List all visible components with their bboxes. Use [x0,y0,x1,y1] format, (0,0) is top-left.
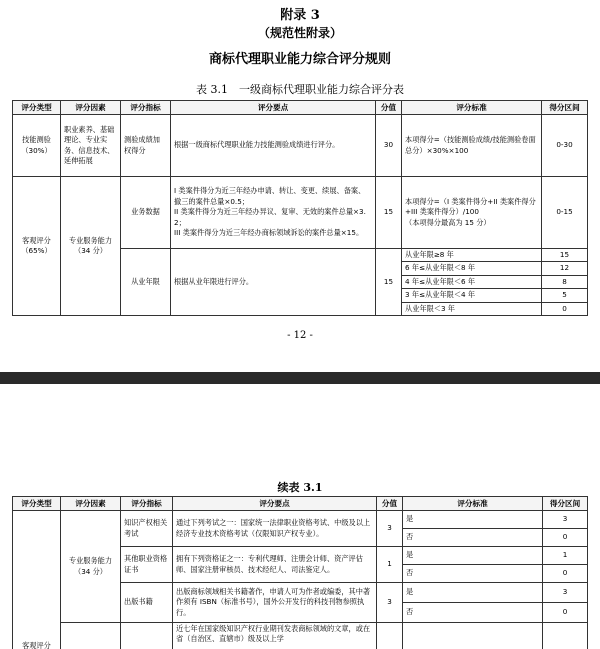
articles-score-cell [377,623,403,649]
books-score-cell: 3 [377,583,403,623]
case-range-cell: 0-15 [542,177,588,249]
exam-yes-range-cell: 3 [543,511,588,529]
articles-factor-cell [61,623,121,649]
scoring-table [12,100,588,316]
header-factor: 评分因素 [61,497,121,511]
header-indicator: 评分指标 [121,101,171,115]
skill-type-cell: 技能测验 （30%） [13,115,61,177]
skill-factor-cell: 职业素养、基础理论、专业实务、信息技术、延伸拓展 [61,115,121,177]
objective-factor-cell: 专业服务能力 （34 分） [61,177,121,316]
years-standard-cell: 从业年限≥8 年 [402,249,542,262]
years-indicator-cell: 从业年限 [121,249,171,316]
exam-points-cell: 通过下列考试之一：国家统一法律职业资格考试、中级及以上经济专业技术资格考试（仅限知识产权专业）。 [173,511,377,547]
case-indicator-cell: 业务数据 [121,177,171,249]
years-standard-cell: 4 年≤从业年限＜6 年 [402,275,542,288]
normative-label: （规范性附录） [257,26,342,40]
articles-points-cell: 近七年在国家级知识产权行业期刊发表商标领域的文章，或在省（自治区、直辖市）级及以上学 [173,623,377,649]
certificate-indicator-cell: 其他职业资格证书 [121,547,173,583]
page-separator [0,372,600,384]
table-row [13,115,588,177]
header-type: 评分类型 [13,497,61,511]
header-score: 分值 [377,497,403,511]
books-yes-cell: 是 [403,583,543,603]
certificate-no-range-cell: 0 [543,565,588,583]
header-range: 得分区间 [542,101,588,115]
header-points: 评分要点 [173,497,377,511]
objective-factor-cell: 专业服务能力 （34 分） [61,511,121,623]
header-type: 评分类型 [13,101,61,115]
books-yes-range-cell: 3 [543,583,588,603]
case-score-cell: 15 [376,177,402,249]
case-points-cell: I 类案件得分为近三年经办申请、转让、变更、续展、备案、撤三的案件总量×0.5； II 类案件得分为近三年经办异议、复审、无效的案件总量×3.2； III 类案件得分为近三年经办商标领域诉讼的案件总量×15。 [171,177,376,249]
exam-indicator-cell: 知识产权相关考试 [121,511,173,547]
certificate-no-cell: 否 [403,565,543,583]
books-indicator-cell: 出版书籍 [121,583,173,623]
case-standard-cell: 本项得分=（I 类案件得分+II 类案件得分+III 类案件得分）/100 （本项得分最高为 15 分） [402,177,542,249]
articles-standard-cell [403,623,543,649]
page-number: - 12 - [287,330,313,341]
table-row [13,177,588,249]
certificate-score-cell: 1 [377,547,403,583]
books-no-range-cell: 0 [543,603,588,623]
years-score-cell: 15 [376,249,402,316]
years-points-cell: 根据从业年限进行评分。 [171,249,376,316]
objective-type-cell: 客观评分 （65%） [13,177,61,316]
books-no-cell: 否 [403,603,543,623]
table-row [13,511,588,529]
header-range: 得分区间 [543,497,588,511]
document-title: 商标代理职业能力综合评分规则 [208,52,391,67]
exam-score-cell: 3 [377,511,403,547]
header-indicator: 评分指标 [121,497,173,511]
years-range-cell: 0 [542,302,588,315]
years-range-cell: 15 [542,249,588,262]
years-standard-cell: 从业年限＜3 年 [402,302,542,315]
skill-points-cell: 根据一级商标代理职业能力技能测验成绩进行评分。 [171,115,376,177]
years-standard-cell: 6 年≤从业年限＜8 年 [402,262,542,275]
years-range-cell: 8 [542,275,588,288]
header-score: 分值 [376,101,402,115]
exam-no-cell: 否 [403,529,543,547]
skill-score-cell: 30 [376,115,402,177]
books-points-cell: 出版商标领域相关书籍著作，申请人可为作者或编委，其中著作须有 ISBN（标准书号），国外公开发行的科技刊物参照执行。 [173,583,377,623]
page-13 [0,384,600,649]
continued-scoring-table [12,496,588,649]
table-header-row [13,101,588,115]
years-range-cell: 12 [542,262,588,275]
continued-table-caption: 续表 3.1 [277,481,323,494]
years-standard-cell: 3 年≤从业年限＜4 年 [402,289,542,302]
exam-no-range-cell: 0 [543,529,588,547]
header-factor: 评分因素 [61,101,121,115]
articles-indicator-cell [121,623,173,649]
header-standard: 评分标准 [402,101,542,115]
skill-indicator-cell: 测验成绩加权得分 [121,115,171,177]
table-row [13,623,588,649]
certificate-yes-cell: 是 [403,547,543,565]
articles-range-cell [543,623,588,649]
certificate-yes-range-cell: 1 [543,547,588,565]
years-range-cell: 5 [542,289,588,302]
table-header-row [13,497,588,511]
skill-range-cell: 0-30 [542,115,588,177]
header-standard: 评分标准 [403,497,543,511]
table-caption: 表 3.1 一级商标代理职业能力综合评分表 [196,83,404,96]
objective-type-cell: 客观评分 [13,511,61,649]
skill-standard-cell: 本项得分=（技能测验成绩/技能测验卷面总分）×30%×100 [402,115,542,177]
exam-yes-cell: 是 [403,511,543,529]
appendix-label: 附录 3 [280,8,320,23]
certificate-points-cell: 拥有下列资格证之一：专利代理师、注册会计师、资产评估师、国家注册审核员、技术经纪人、司法鉴定人。 [173,547,377,583]
header-points: 评分要点 [171,101,376,115]
